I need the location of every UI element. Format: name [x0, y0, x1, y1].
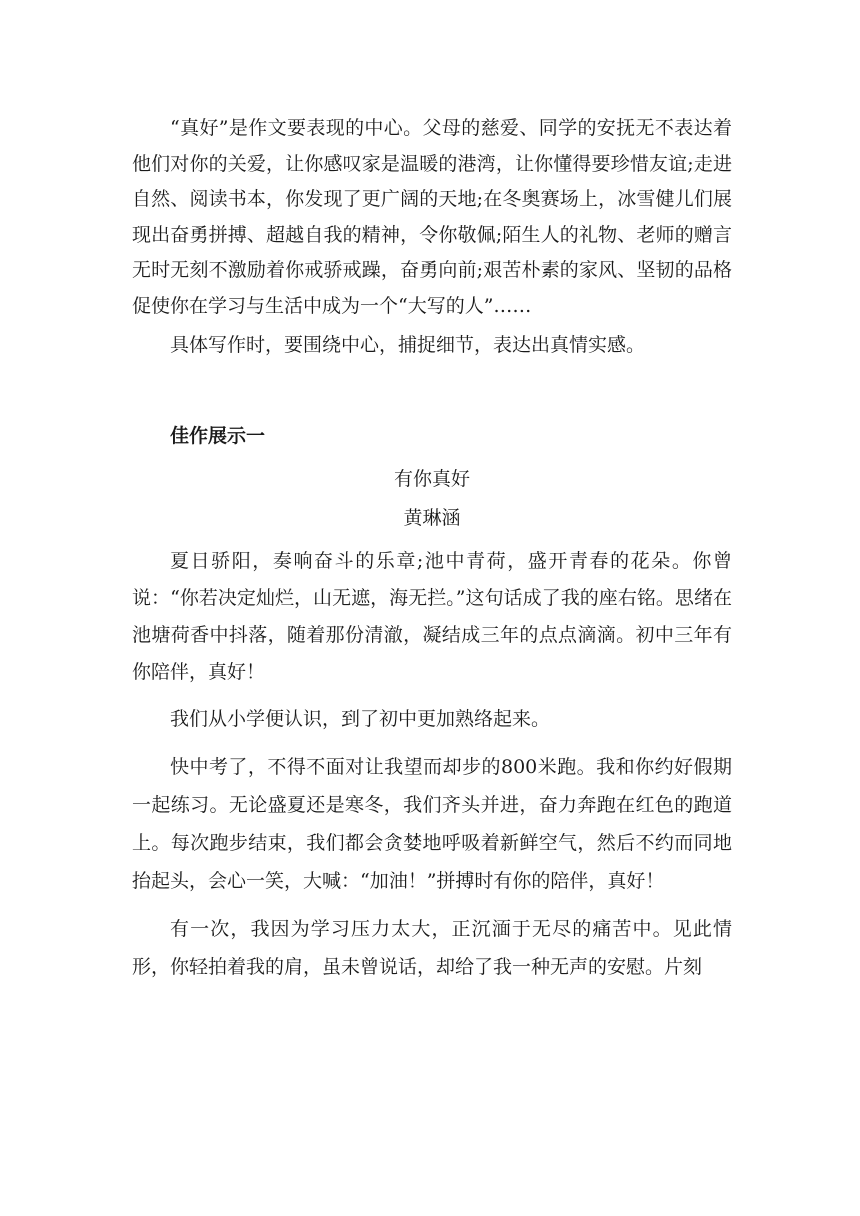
document-page [132, 111, 732, 986]
essay-paragraph-3: 快中考了，不得不面对让我望而却步的800米跑。我和你约好假期一起练习。无论盛夏还是寒冬，我们齐头并进，奋力奔跑在红色的跑道上。每次跑步结束，我们都会贪婪地呼吸着新鲜空气，然后不约而同地抬起头，会心一笑，大喊：“加油！”拼搏时有你的陪伴，真好！ [132, 755, 732, 892]
intro-section [132, 111, 732, 364]
intro-paragraph-1: “真好”是作文要表现的中心。父母的慈爱、同学的安抚无不表达着他们对你的关爱，让你感叹家是温暖的港湾，让你懂得要珍惜友谊;走进自然、阅读书本，你发现了更广阔的天地;在冬奥赛场上，冰雪健儿们展现出奋勇拼搏、超越自我的精神，令你敬佩;陌生人的礼物、老师的赠言无时无刻不激励着你戒骄戒躁，奋勇向前;艰苦朴素的家风、坚韧的品格促使你在学习与生活中成为一个“大写的人”…… [132, 117, 732, 317]
essay-paragraph-2: 我们从小学便认识，到了初中更加熟络起来。 [170, 707, 551, 730]
essay-paragraph-4: 有一次，我因为学习压力太大，正沉湎于无尽的痛苦中。见此情形，你轻拍着我的肩，虽未曾说话，却给了我一种无声的安慰。片刻 [132, 917, 732, 978]
intro-paragraph-2: 具体写作时，要围绕中心，捕捉细节，表达出真情实感。 [170, 334, 646, 356]
essay-author: 黄琳涵 [403, 506, 461, 529]
section-heading: 佳作展示一 [170, 424, 266, 447]
showcase-section [132, 418, 732, 986]
essay-title: 有你真好 [393, 467, 470, 490]
essay-paragraph-1: 夏日骄阳，奏响奋斗的乐章;池中青荷，盛开青春的花朵。你曾说：“你若决定灿烂，山无遮，海无拦。”这句话成了我的座右铭。思绪在池塘荷香中抖落，随着那份清澈，凝结成三年的点点滴滴。初中三年有你陪伴，真好！ [132, 549, 732, 683]
